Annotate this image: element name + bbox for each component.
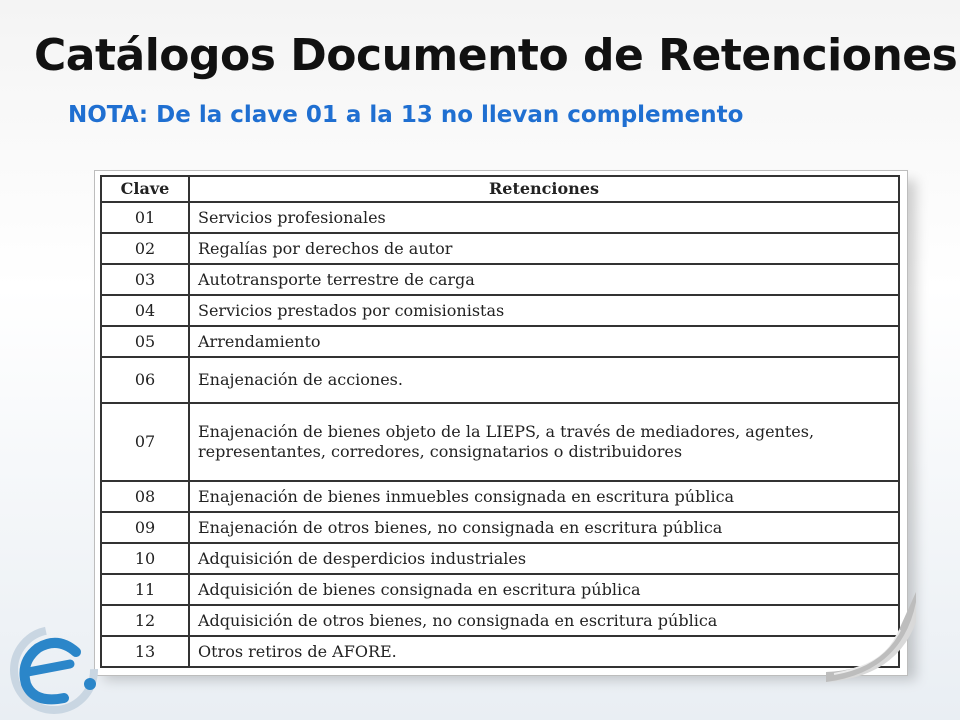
slide-note: NOTA: De la clave 01 a la 13 no llevan complemento [68,102,744,128]
table-row [101,295,899,326]
table-row [101,202,899,233]
row-clave: 09 [101,512,189,543]
row-clave: 11 [101,574,189,605]
row-desc: Enajenación de bienes objeto de la LIEPS, a través de mediadores, agentes, representantes, corredores, consignatarios o distribuidores [189,403,899,481]
table-row [101,481,899,512]
row-clave: 05 [101,326,189,357]
row-clave: 06 [101,357,189,403]
row-clave: 12 [101,605,189,636]
row-desc: Enajenación de acciones. [189,357,899,403]
table-row [101,357,899,403]
table-row [101,543,899,574]
header-clave: Clave [101,176,189,202]
e-circle-logo-icon [6,622,102,718]
header-retenciones: Retenciones [189,176,899,202]
row-clave: 08 [101,481,189,512]
row-desc: Otros retiros de AFORE. [189,636,899,667]
table-row [101,512,899,543]
table-row [101,636,899,667]
retenciones-table [100,175,900,668]
table-row [101,233,899,264]
table-header-row [101,176,899,202]
row-clave: 04 [101,295,189,326]
row-desc: Adquisición de desperdicios industriales [189,543,899,574]
row-desc: Servicios prestados por comisionistas [189,295,899,326]
row-clave: 07 [101,403,189,481]
table-row [101,605,899,636]
table-row [101,326,899,357]
row-desc: Enajenación de bienes inmuebles consignada en escritura pública [189,481,899,512]
row-clave: 10 [101,543,189,574]
row-clave: 13 [101,636,189,667]
table-row [101,574,899,605]
table-row [101,403,899,481]
row-desc: Enajenación de otros bienes, no consignada en escritura pública [189,512,899,543]
row-desc: Autotransporte terrestre de carga [189,264,899,295]
row-desc: Arrendamiento [189,326,899,357]
row-clave: 01 [101,202,189,233]
row-desc: Adquisición de otros bienes, no consignada en escritura pública [189,605,899,636]
row-desc: Adquisición de bienes consignada en escritura pública [189,574,899,605]
row-clave: 02 [101,233,189,264]
table-row [101,264,899,295]
row-desc: Servicios profesionales [189,202,899,233]
page-curl-icon [826,592,916,682]
row-clave: 03 [101,264,189,295]
row-desc: Regalías por derechos de autor [189,233,899,264]
slide-title: Catálogos Documento de Retenciones [34,30,958,81]
